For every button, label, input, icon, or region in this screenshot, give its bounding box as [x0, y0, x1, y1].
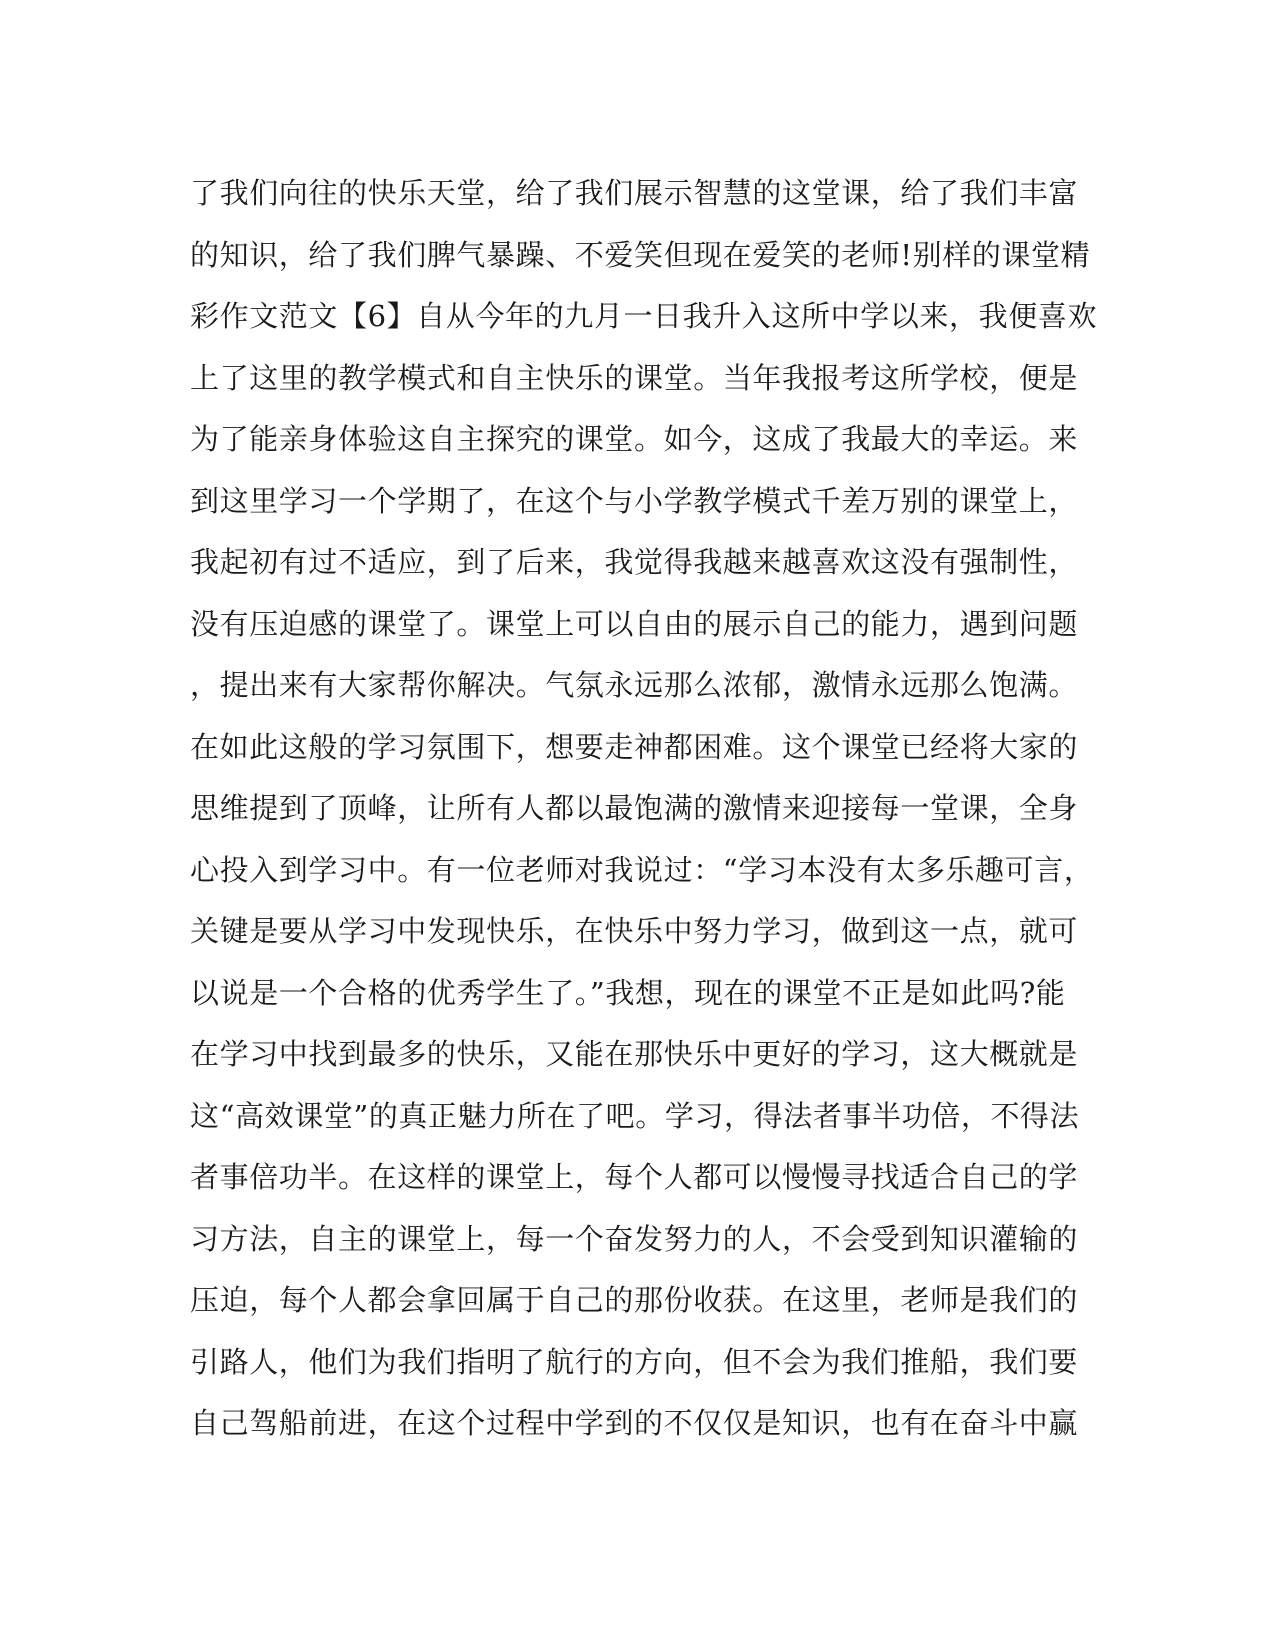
- text-line: ，提出来有大家帮你解决。气氛永远那么浓郁，激情永远那么饱满。: [190, 668, 1079, 702]
- text-line: 上了这里的教学模式和自主快乐的课堂。当年我报考这所学校，便是: [190, 360, 1079, 395]
- text-line: 我起初有过不适应，到了后来，我觉得我越来越喜欢这没有强制性，: [190, 545, 1079, 579]
- text-line: 的知识，给了我们脾气暴躁、不爱笑但现在爱笑的老师!别样的课堂精: [190, 237, 1091, 272]
- text-line: 思维提到了顶峰，让所有人都以最饱满的激情来迎接每一堂课，全身: [190, 791, 1079, 825]
- text-line: 在如此这般的学习氛围下，想要走神都困难。这个课堂已经将大家的: [190, 729, 1079, 764]
- text-line: 彩作文范文【6】自从今年的九月一日我升入这所中学以来，我便喜欢: [190, 299, 1098, 333]
- text-line: 这“高效课堂”的真正魅力所在了吧。学习，得法者事半功倍，不得法: [190, 1098, 1080, 1133]
- text-line: 习方法，自主的课堂上，每一个奋发努力的人，不会受到知识灌输的: [190, 1221, 1079, 1256]
- text-line: 引路人，他们为我们指明了航行的方向，但不会为我们推船，我们要: [190, 1344, 1079, 1379]
- text-line: 者事倍功半。在这样的课堂上，每个人都可以慢慢寻找适合自己的学: [190, 1160, 1079, 1194]
- text-line: 没有压迫感的课堂了。课堂上可以自由的展示自己的能力，遇到问题: [190, 606, 1079, 641]
- text-line: 关键是要从学习中发现快乐，在快乐中努力学习，做到这一点，就可: [190, 914, 1079, 948]
- text-line: 到这里学习一个学期了，在这个与小学教学模式千差万别的课堂上，: [190, 483, 1079, 518]
- text-line: 压迫，每个人都会拿回属于自己的那份收获。在这里，老师是我们的: [190, 1283, 1079, 1317]
- text-line: 为了能亲身体验这自主探究的课堂。如今，这成了我最大的幸运。来: [190, 422, 1079, 456]
- text-line: 以说是一个合格的优秀学生了。”我想，现在的课堂不正是如此吗?能: [190, 975, 1066, 1010]
- text-line: 了我们向往的快乐天堂，给了我们展示智慧的这堂课，给了我们丰富: [190, 176, 1079, 210]
- text-line: 自己驾船前进，在这个过程中学到的不仅仅是知识，也有在奋斗中赢: [190, 1406, 1079, 1440]
- text-line: 心投入到学习中。有一位老师对我说过：“学习本没有太多乐趣可言，: [190, 852, 1094, 887]
- text-line: 在学习中找到最多的快乐，又能在那快乐中更好的学习，这大概就是: [190, 1037, 1079, 1071]
- body-text: [190, 163, 1098, 1455]
